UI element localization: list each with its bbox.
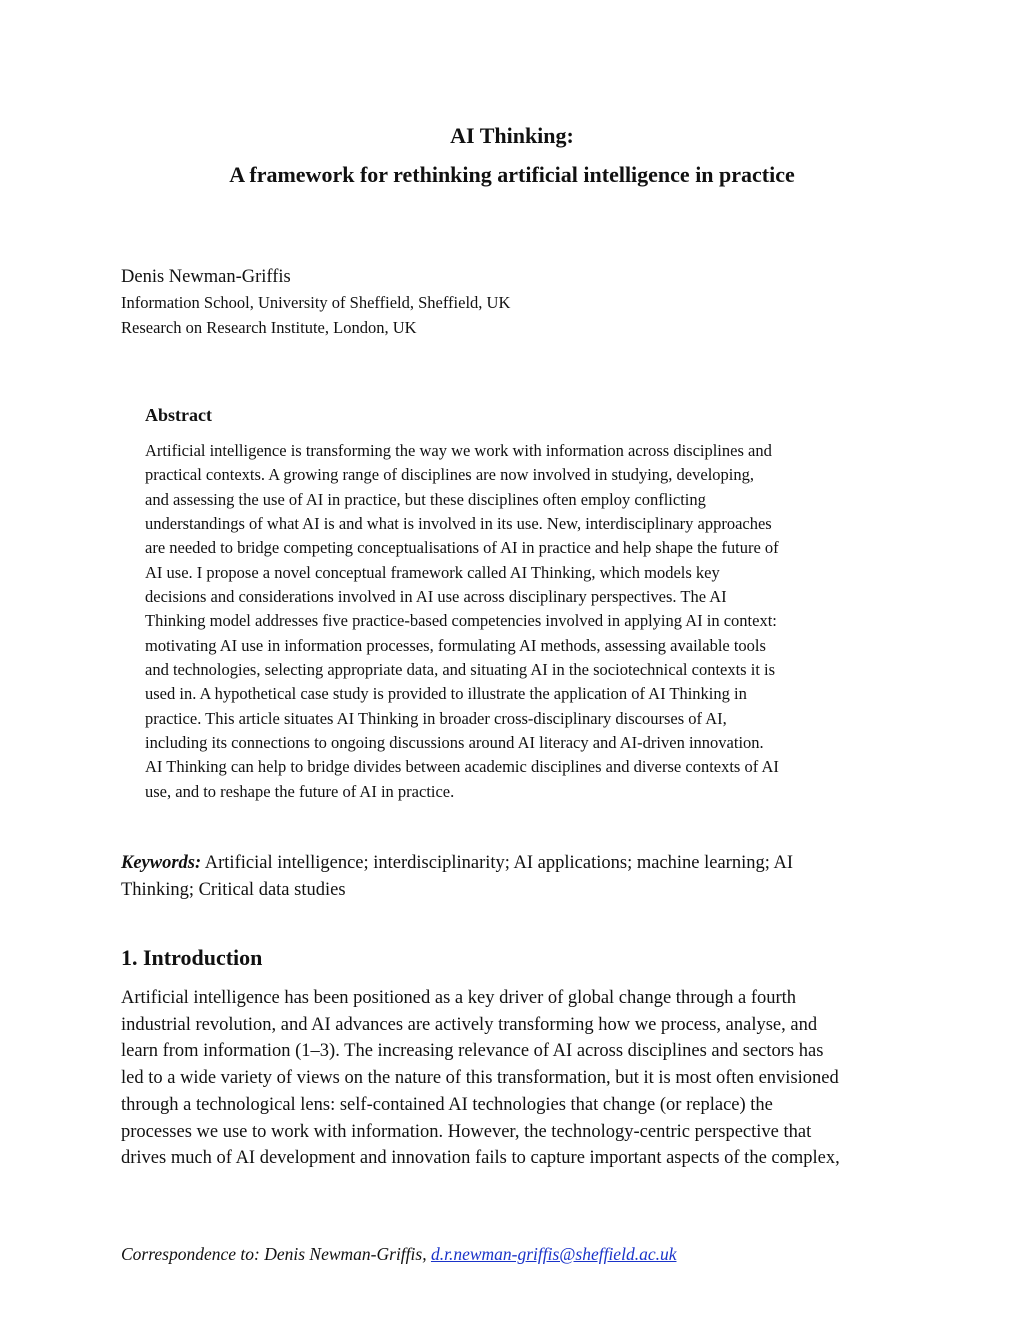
author-name: Denis Newman-Griffis [121,267,291,287]
abstract-line: are needed to bridge competing conceptualisations of AI in practice and help shape the future of [145,538,779,558]
keywords-section [121,850,921,904]
abstract-line: Artificial intelligence is transforming the way we work with information across disciplines and [145,441,772,460]
correspondence-footer [121,1242,676,1266]
paper-title-line-1: AI Thinking: [450,123,574,148]
paper-title-line-2: A framework for rethinking artificial intelligence in practice [229,162,795,187]
abstract-line: practical contexts. A growing range of disciplines are now involved in studying, developing, [145,465,754,485]
body-text-line: through a technological lens: self-contained AI technologies that change (or replace) the [121,1094,773,1115]
body-text-line: processes we use to work with information. However, the technology-centric perspective that [121,1121,812,1142]
keywords-line [121,850,921,877]
correspondence-label: Correspondence to: Denis Newman-Griffis, [121,1244,431,1264]
abstract-section [145,402,875,804]
section-heading-introduction: 1. Introduction [121,945,263,970]
introduction-body [121,985,921,1172]
abstract-line: used in. A hypothetical case study is provided to illustrate the application of AI Thinking in [145,684,747,704]
abstract-line: motivating AI use in information processes, formulating AI methods, assessing available tools [145,635,766,655]
abstract-line: understandings of what AI is and what is involved in its use. New, interdisciplinary approaches [145,514,772,534]
author-block [121,264,921,340]
abstract-line: and assessing the use of AI in practice, but these disciplines often employ conflicting [145,489,706,509]
affiliation-line: Information School, University of Sheffield, Sheffield, UK [121,293,511,312]
abstract-line: use, and to reshape the future of AI in practice. [145,781,455,801]
abstract-line: and technologies, selecting appropriate data, and situating AI in the sociotechnical contexts it is [145,660,776,680]
body-text-line: industrial revolution, and AI advances are actively transforming how we process, analyse, and [121,1014,818,1035]
body-text-line: drives much of AI development and innovation fails to capture important aspects of the complex, [121,1148,840,1169]
abstract-line: practice. This article situates AI Thinking in broader cross-disciplinary discourses of AI, [145,708,727,728]
body-text-line: learn from information (1–3). The increasing relevance of AI across disciplines and sectors has [121,1041,824,1062]
body-text-line: Artificial intelligence has been positioned as a key driver of global change through a fourth [121,988,797,1008]
abstract-line: AI Thinking can help to bridge divides between academic disciplines and diverse contexts of AI [145,757,779,777]
keywords-label: Keywords: [121,853,202,873]
abstract-line: Thinking model addresses five practice-based competencies involved in applying AI in context: [145,611,777,631]
abstract-line: AI use. I propose a novel conceptual framework called AI Thinking, which models key [145,562,720,582]
abstract-heading: Abstract [145,405,212,425]
keywords-text: Artificial intelligence; interdisciplinarity; AI applications; machine learning; AI [201,853,794,873]
abstract-line: including its connections to ongoing discussions around AI literacy and AI-driven innovation. [145,733,764,753]
correspondence-email-link[interactable]: d.r.newman-griffis@sheffield.ac.uk [430,1244,677,1264]
affiliation-line: Research on Research Institute, London, UK [121,318,417,337]
abstract-line: decisions and considerations involved in AI use across disciplinary perspectives. The AI [145,587,727,607]
keywords-line: Thinking; Critical data studies [121,880,346,900]
body-text-line: led to a wide variety of views on the nature of this transformation, but it is most often envisioned [121,1068,839,1089]
